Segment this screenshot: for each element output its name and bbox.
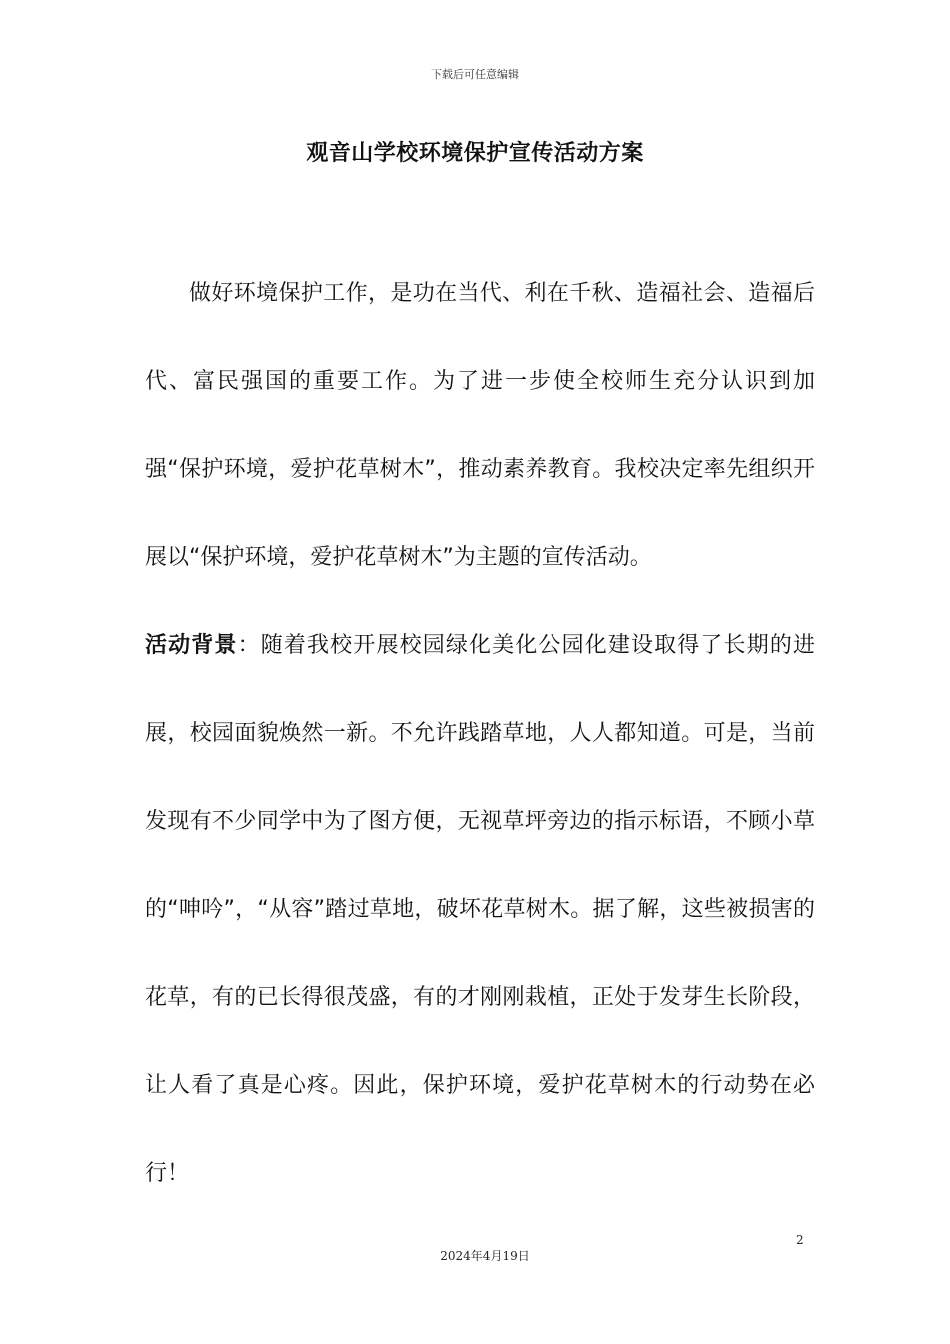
document-body <box>145 250 815 1218</box>
background-label: 活动背景 <box>145 633 238 658</box>
intro-paragraph: 做好环境保护工作，是功在当代、利在千秋、造福社会、造福后代、富民强国的重要工作。为了进一步使全校师生充分认识到加强“保护环境，爱护花草树木”，推动素养教育。我校决定率先组织开展以“保护环境，爱护花草树木”为主题的宣传活动。 <box>145 281 815 570</box>
page-number: 2 <box>796 1233 804 1247</box>
background-text: 随着我校开展校园绿化美化公园化建设取得了长期的进展，校园面貌焕然一新。不允许践踏草地，人人都知道。可是，当前发现有不少同学中为了图方便，无视草坪旁边的指示标语，不顾小草的“呻吟”，“从容”踏过草地，破坏花草树木。据了解，这些被损害的花草，有的已长得很茂盛，有的才刚刚栽植，正处于发芽生长阶段，让人看了真是心疼。因此，保护环境，爱护花草树木的行动势在必行！ <box>145 633 815 1186</box>
page-header-note: 下载后可任意编辑 <box>431 68 519 81</box>
background-separator: ： <box>237 633 261 658</box>
background-paragraph <box>145 602 815 1218</box>
document-title: 观音山学校环境保护宣传活动方案 <box>306 141 644 166</box>
footer-date: 2024年4月19日 <box>440 1249 530 1263</box>
